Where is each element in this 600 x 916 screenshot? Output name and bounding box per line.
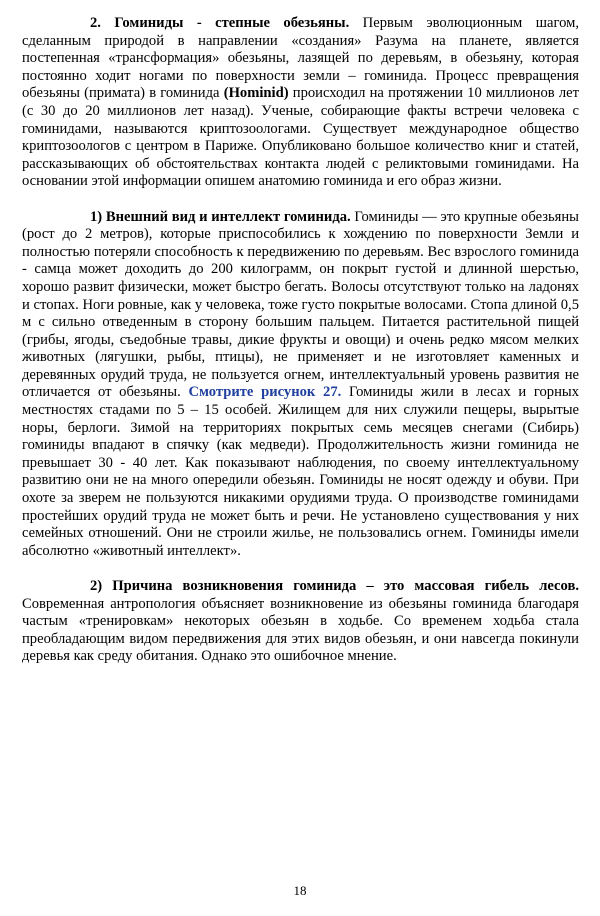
page-number: 18 (293, 883, 307, 898)
paragraph-spacer (22, 191, 579, 209)
section-heading: 2. Гоминиды - степные обезьяны. (90, 15, 350, 31)
paragraph-cause-of-origin (22, 578, 579, 666)
latin-term: (Hominid) (223, 85, 289, 102)
paragraph-text: Первым эволюционным шагом, сделанным природой в направлении «создания» Разума на планете, является постепенная «трансформация» обезьяны, лазящей по деревьям, в обезьяну, которая постоянно ходит ногами по поверхности земли – гоминида. Процесс превращения обезьяны (примата) в гоминида (22, 15, 579, 102)
paragraph-appearance-intellect (22, 209, 579, 561)
paragraph-text: Современная антропология объясняет возникновение из обезьяны гоминида благодаря частым «тренировкам» некоторых обезьян в ходьбе. Со временем ходьба стала преобладающим видом передвижения для этих видов обезьян, и они навсегда покинули деревья как среду обитания. Однако это ошибочное мнение. (22, 595, 579, 665)
paragraph-text: Гоминиды — это крупные обезьяны (рост до 2 метров), которые приспособились к хождению по поверхности Земли и полностью потеряли способность к передвижению по деревьям. Вес взрослого гоминида - самца может доходить до 200 килограмм, он покрыт густой и длинной шерстью, хорошо развит физически, может быстро бегать. Волосы отсутствуют только на ладонях и стопах. Ноги ровные, как у человека, тоже густо покрытые волосами. Стопа длиной 0,5 м с сильно отведенным в сторону большим пальцем. Питается растительной пищей (грибы, ягоды, съедобные травы, дикие фрукты и овощи) и очень редко мясом мелких животных (лягушки, рыбы, птицы), не применяет и не изготовляет каменных и деревянных орудий труда, не пользуется огнем, интеллектуальный уровень развития не отличается от обезьяны. (22, 208, 579, 401)
document-page (22, 15, 579, 666)
paragraph-hominids-steppe-apes (22, 15, 579, 191)
section-heading: 1) Внешний вид и интеллект гоминида. (90, 208, 351, 225)
paragraph-text: происходил на протяжении 10 миллионов лет (с 30 до 20 миллионов лет назад). Ученые, собирающие факты встречи человека с гоминидами, называются криптозоологами. Существует международное общество криптозоологов с центром в Париже. Опубликовано большое количество книг и статей, рассказывающих об обстоятельствах контакта людей с реликтовыми гоминидами. На основании этой информации опишем анатомию гоминида и его образ жизни. (22, 85, 579, 190)
section-heading: 2) Причина возникновения гоминида – это массовая гибель лесов. (90, 578, 579, 594)
paragraph-text: Гоминиды жили в лесах и горных местностях стадами по 5 – 15 особей. Жилищем для них служили пещеры, вырытые норы, берлоги. Зимой на территориях покрытых семь месяцев снегами (Сибирь) гоминиды впадают в спячку (как медведи). Продолжительность жизни гоминида не превышает 30 - 40 лет. Как показывают наблюдения, по своему интеллектуальному развитию они не на много опередили обезьян. Гоминиды не носят одежду и обуви. При охоте за зверем не пользуются никакими орудиями труда. О производстве гоминидами простейших орудий труда не может быть и речи. Не установлено существования у них семейных отношений. Они не строили жилье, не пользовались огнем. Гоминиды имели абсолютно «животный интеллект». (22, 384, 580, 559)
paragraph-spacer (22, 560, 579, 578)
figure-27-link[interactable]: Смотрите рисунок 27. (188, 384, 342, 401)
